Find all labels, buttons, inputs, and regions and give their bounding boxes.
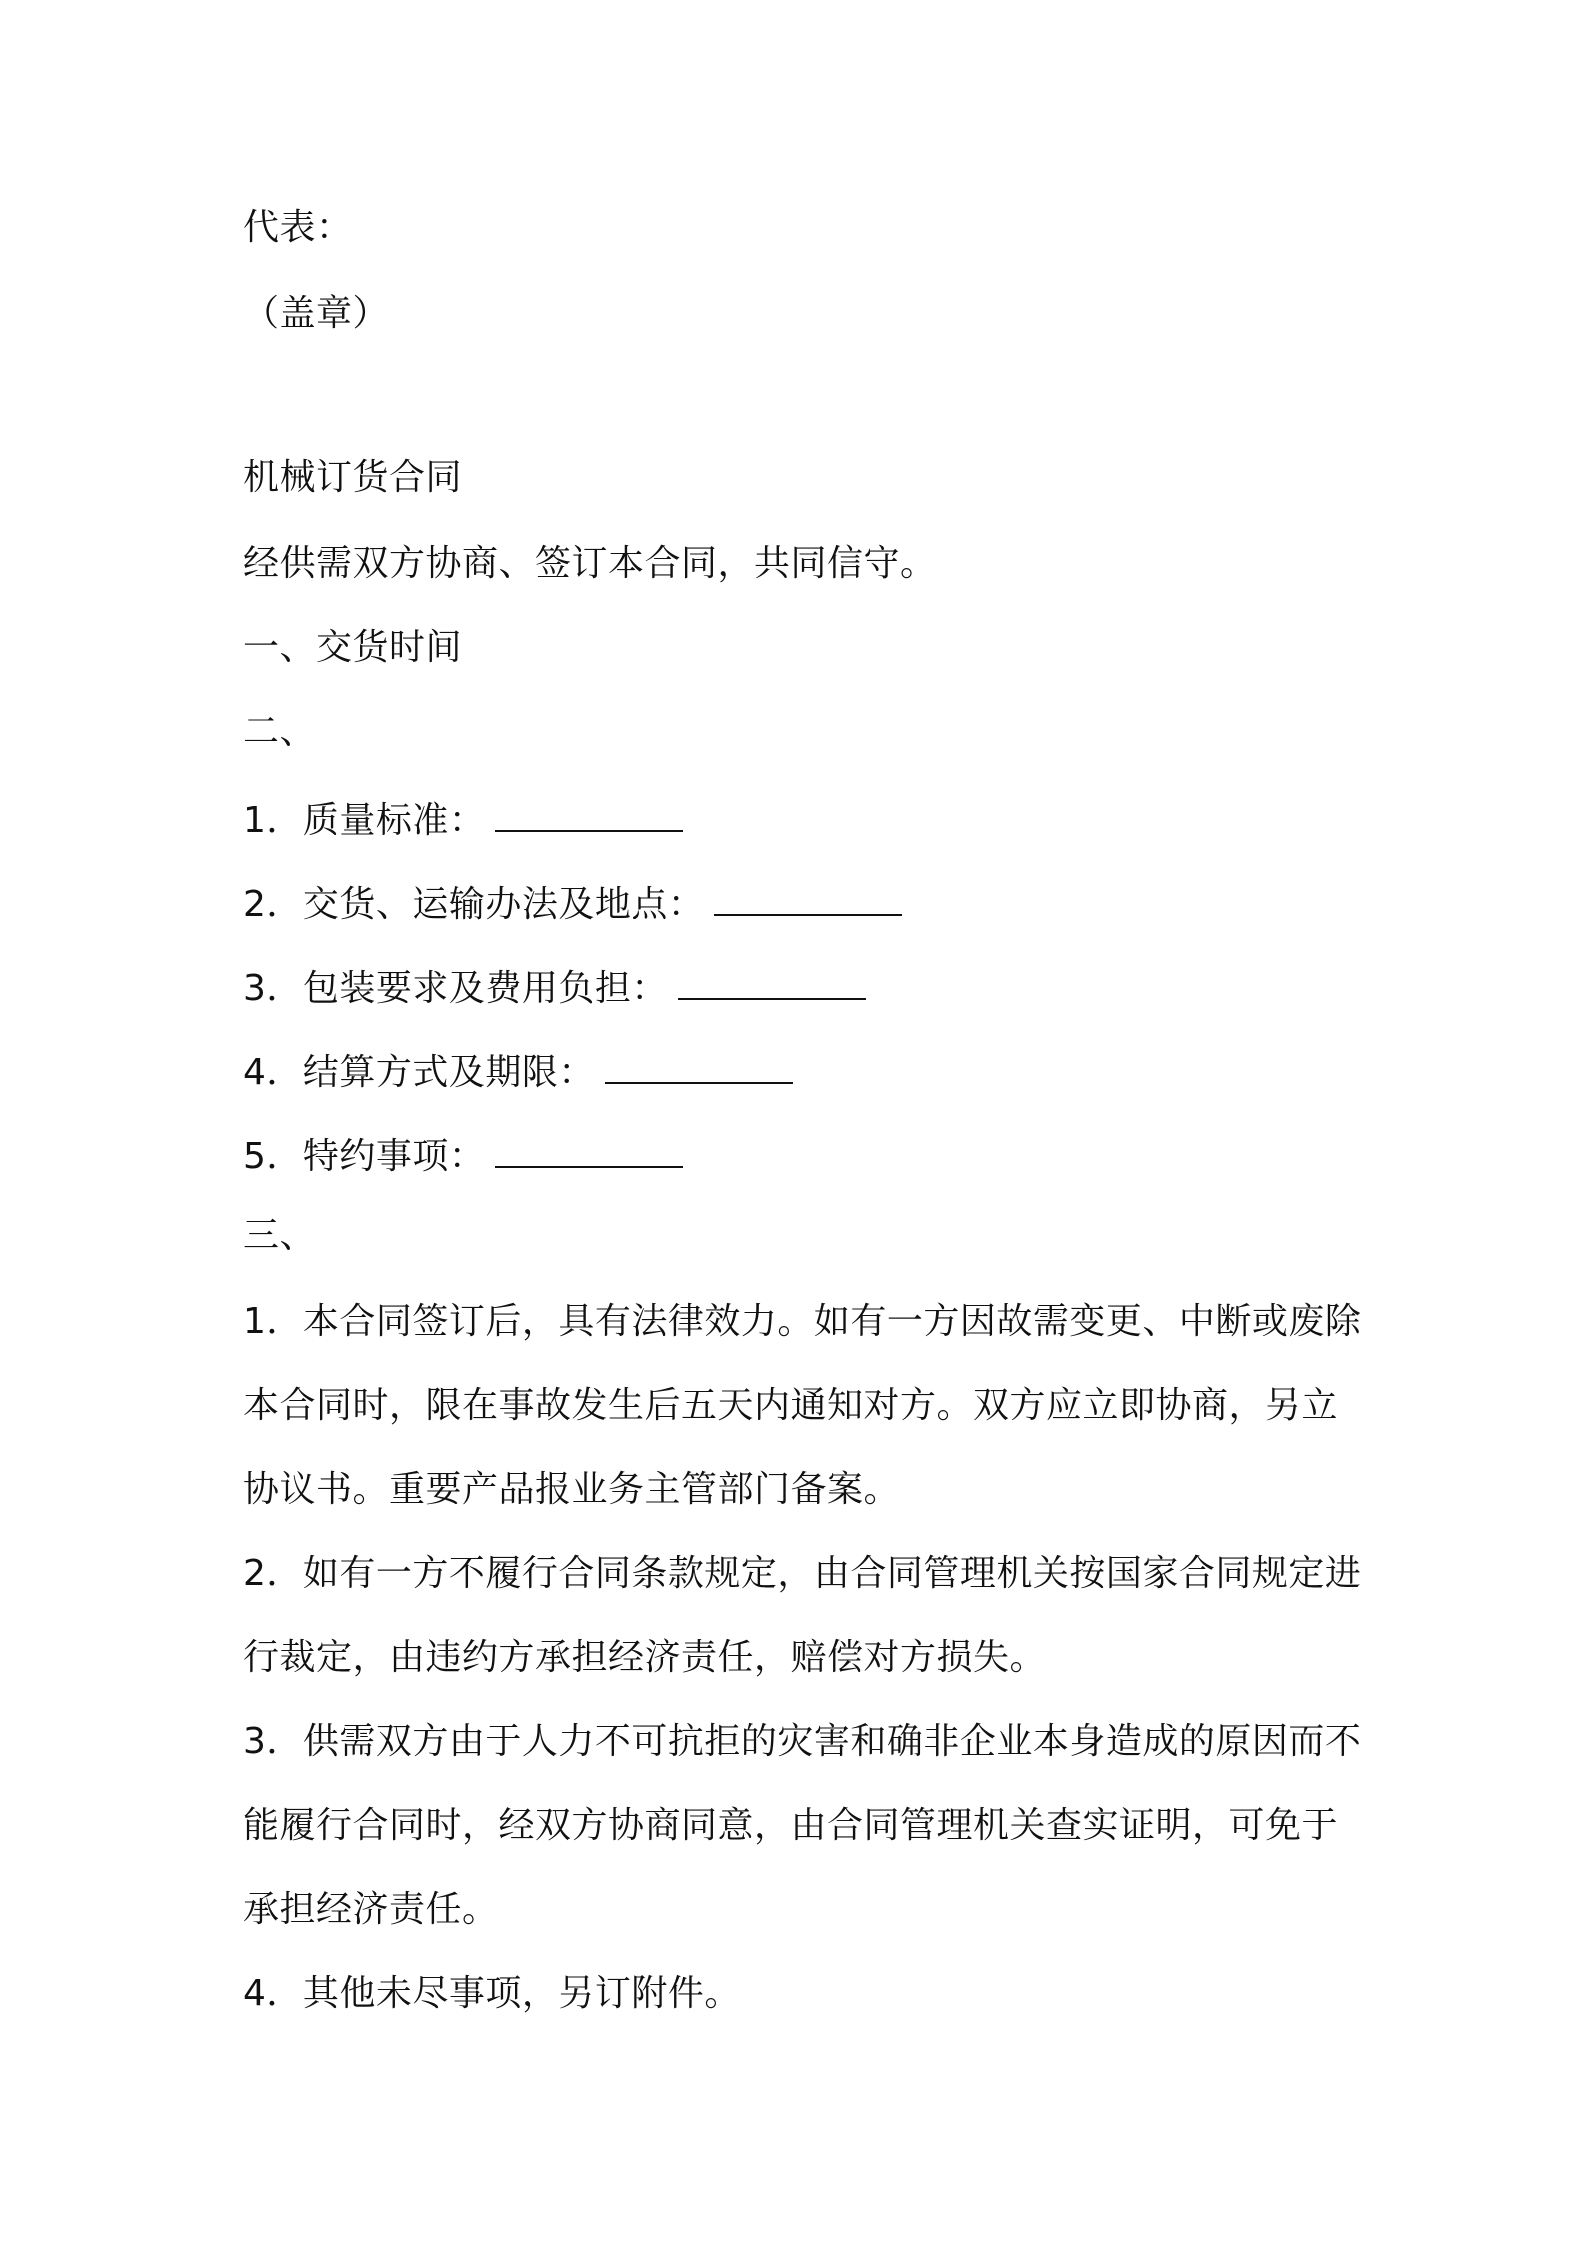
item-label: 5．特约事项： [243, 1136, 486, 1177]
contract-intro: 经供需双方协商、签订本合同，共同信守。 [243, 543, 937, 584]
fill-in-blank [495, 1128, 683, 1168]
item-label: 1．质量标准： [243, 800, 486, 841]
section-two-item [243, 1128, 1363, 1176]
section-three-clause-4: 4．其他未尽事项，另订附件。 [243, 1973, 741, 2014]
representative-label: 代表： [243, 207, 353, 248]
section-three-clause-2: 2．如有一方不履行合同条款规定，由合同管理机关按国家合同规定进行裁定，由违约方承担经济责任，赔偿对方损失。 [243, 1553, 1362, 1678]
fill-in-blank [605, 1044, 793, 1084]
item-label: 4．结算方式及期限： [243, 1052, 595, 1093]
fill-in-blank [678, 960, 866, 1000]
contract-title: 机械订货合同 [243, 457, 463, 498]
item-label: 3．包装要求及费用负担： [243, 968, 668, 1009]
section-two-item [243, 792, 1363, 840]
section-two-heading: 二、 [243, 711, 317, 752]
fill-in-blank [495, 792, 683, 832]
item-label: 2．交货、运输办法及地点： [243, 884, 705, 925]
section-two-item [243, 960, 1363, 1008]
seal-label: （盖章） [243, 293, 390, 334]
fill-in-blank [714, 876, 902, 916]
section-three-clause-1: 1．本合同签订后，具有法律效力。如有一方因故需变更、中断或废除本合同时，限在事故发生后五天内通知对方。双方应立即协商，另立协议书。重要产品报业务主管部门备案。 [243, 1301, 1362, 1510]
section-three-clause-3: 3．供需双方由于人力不可抗拒的灾害和确非企业本身造成的原因而不能履行合同时，经双方协商同意，由合同管理机关查实证明，可免于承担经济责任。 [243, 1721, 1362, 1930]
section-two-item [243, 876, 1363, 924]
section-two-item [243, 1044, 1363, 1092]
section-one-heading: 一、交货时间 [243, 627, 463, 668]
section-three-heading: 三、 [243, 1215, 317, 1256]
